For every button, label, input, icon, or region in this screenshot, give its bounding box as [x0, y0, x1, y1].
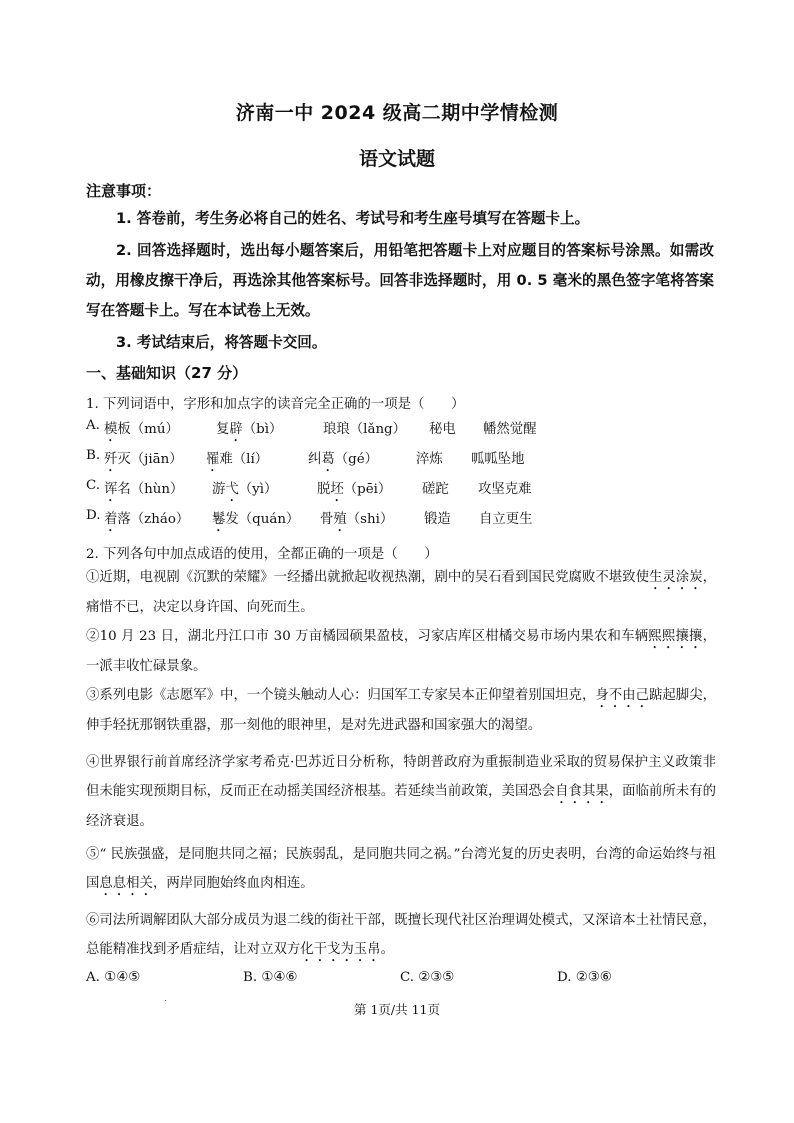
- option-label: D.: [86, 508, 101, 523]
- page-number: 第 1页/共 11页: [353, 1002, 441, 1017]
- question-2-stem: 2. 下列各句中加点成语的使用，全都正确的一项是（ ）: [86, 547, 438, 562]
- q1-option-c: [86, 478, 726, 500]
- q1-option-b: [86, 448, 726, 470]
- option-label: A.: [86, 418, 100, 433]
- question-1-stem: 1. 下列词语中，字形和加点字的读音完全正确的一项是（ ）: [86, 397, 465, 412]
- q2-answer-d: D. ②③⑥: [557, 970, 612, 985]
- q2-answer-c: C. ②③⑤: [400, 970, 455, 985]
- q2-answer-b: B. ①④⑥: [243, 970, 298, 985]
- q2-sentence-5: ⑤“ 民族强盛，是同胞共同之福；民族弱乱，是同胞共同之祸。”台湾光复的历史表明，台湾的命运始终与祖国息息相关，两岸同胞始终血肉相连。: [86, 847, 716, 891]
- option-word-1: 模板（mú）: [104, 422, 179, 437]
- option-word-2: 复辟（bì）: [216, 422, 283, 437]
- q2-sentence-4: ④世界银行前首席经济学家考希克·巴苏近日分析称，特朗普政府为重振制造业采取的贸易保护主义政策非但未能实现预期目标，反而正在动摇美国经济根基。若延续当前政策，美国恐会自食其果，面临前所未有的经济衰退。: [86, 755, 717, 829]
- exam-subtitle: 语文试题: [358, 148, 435, 170]
- option-word-1: 诨名（hùn）: [104, 482, 184, 497]
- option-word-1: 着落（zháo）: [104, 512, 190, 527]
- q2-sentence-3: ③系列电影《志愿军》中，一个镜头触动人心：归国军工专家吴本正仰望着别国坦克，身不由己踮起脚尖，伸手轻抚那钢铁重器，那一刻他的眼神里，是对先进武器和国家强大的渴望。: [86, 688, 717, 733]
- option-word-5: 攻坚克难: [478, 482, 532, 497]
- option-word-4: 锻造: [424, 512, 451, 527]
- option-word-2: 游弋（yì）: [212, 482, 278, 497]
- option-word-4: 秘电: [429, 422, 456, 437]
- q2-sentence-1: ①近期，电视剧《沉默的荣耀》一经播出就掀起收视热潮，剧中的吴石看到国民党腐败不堪致使生灵涂炭，痛惜不已，决定以身许国、向死而生。: [86, 570, 717, 615]
- q1-option-d: [86, 508, 726, 530]
- q2-sentence-6: ⑥司法所调解团队大部分成员为退二线的街社干部，既擅长现代社区治理调处模式，又深谙本土社情民意，总能精准找到矛盾症结，让对立双方化干戈为玉帛。: [86, 913, 716, 957]
- q2-answer-options: [86, 970, 726, 990]
- exam-title: 济南一中 2024 级高二期中学情检测: [235, 102, 559, 124]
- option-word-5: 自立更生: [479, 512, 533, 527]
- option-word-3: 琅琅（lǎng）: [323, 422, 407, 437]
- notice-item-1: 1. 答卷前，考生务必将自己的姓名、考试号和考生座号填写在答题卡上。: [116, 210, 590, 227]
- option-word-5: 幡然觉醒: [483, 422, 537, 437]
- option-word-3: 骨殖（shi）: [320, 512, 394, 527]
- option-word-5: 呱呱坠地: [471, 452, 525, 467]
- option-word-2: 罹难（lí）: [206, 452, 269, 467]
- option-label: C.: [86, 478, 101, 493]
- notice-heading: 注意事项：: [86, 182, 162, 200]
- section-heading: 一、基础知识（27 分）: [86, 364, 248, 382]
- option-word-4: 淬炼: [416, 452, 443, 467]
- notice-item-2: 2. 回答选择题时，选出每小题答案后，用铅笔把答题卡上对应题目的答案标号涂黑。如需改动，用橡皮擦干净后，再选涂其他答案标号。回答非选择题时，用 0. 5 毫米的黑色签字笔将答案写在答题卡上。写在本试卷上无效。: [86, 242, 714, 319]
- option-word-4: 磋跎: [422, 482, 449, 497]
- option-word-1: 歼灭（jiān）: [104, 452, 183, 467]
- q2-sentence-2: ②10 月 23 日，湖北丹江口市 30 万亩橘园硕果盈枝，习家店库区柑橘交易市场内果农和车辆熙熙攘攘，一派丰收忙碌景象。: [86, 629, 716, 674]
- option-word-3: 脱坯（pēi）: [317, 482, 392, 497]
- q2-answer-a: A. ①④⑤: [86, 970, 141, 985]
- option-word-2: 鬈发（quán）: [212, 512, 300, 527]
- option-label: B.: [86, 448, 101, 463]
- notice-item-3: 3. 考试结束后，将答题卡交回。: [116, 334, 327, 351]
- option-word-3: 纠葛（gé）: [308, 452, 379, 467]
- q1-option-a: [86, 418, 726, 440]
